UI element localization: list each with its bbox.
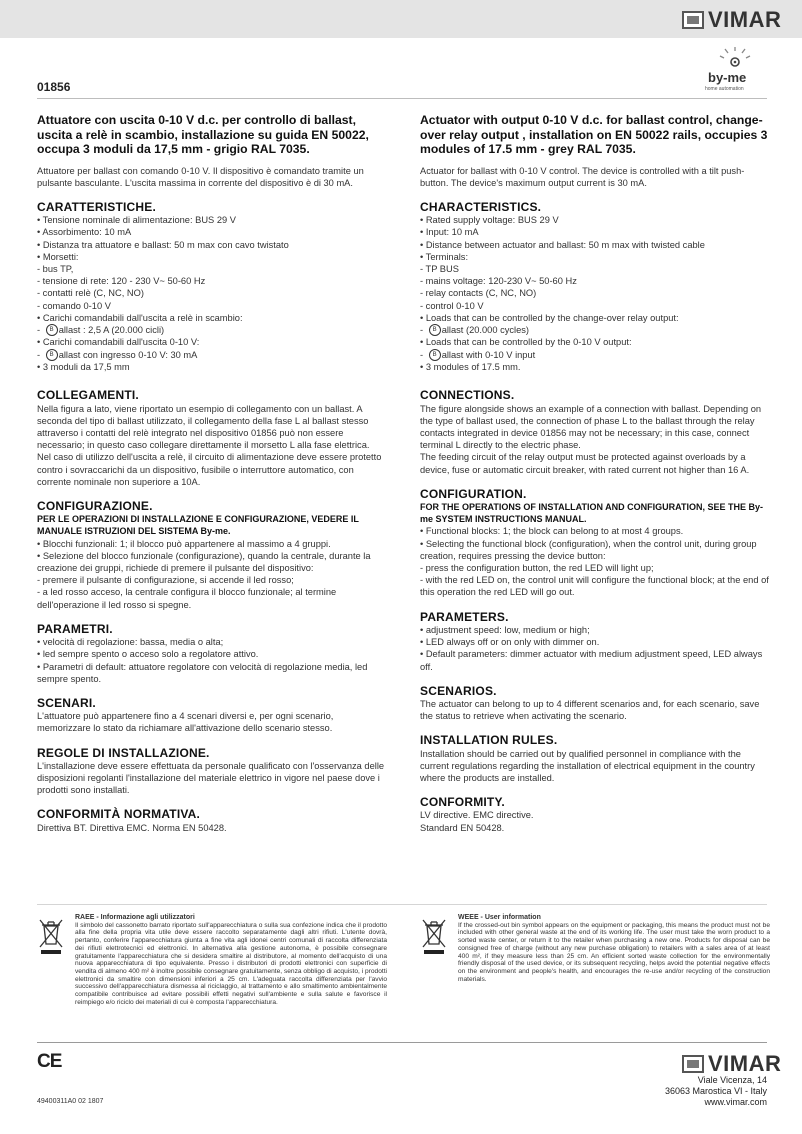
website-link[interactable]: www.vimar.com	[704, 1097, 767, 1107]
footer-divider	[37, 1042, 767, 1043]
en-intro: Actuator for ballast with 0-10 V control. The device is controlled with a tilt push-button. The device's maximum output current is 30 mA.	[420, 165, 745, 188]
list-item: • Morsetti:	[37, 251, 79, 262]
en-connections-p2: The feeding circuit of the relay output must be protected against overloads by a device, fuse or automatic circuit breaker, with rated current not higher than 16 A.	[420, 452, 750, 475]
list-item: • Tensione nominale di alimentazione: BUS 29 V	[37, 215, 236, 226]
it-conformity-heading: CONFORMITÀ NORMATIVA.	[37, 807, 201, 822]
list-item: - TP BUS	[420, 263, 459, 274]
weee-divider	[37, 904, 767, 905]
en-parameters-heading: PARAMETERS.	[420, 609, 509, 624]
byme-wordmark: by-me	[708, 70, 747, 85]
list-item: • Rated supply voltage: BUS 29 V	[420, 215, 559, 226]
it-weee-title: RAEE - Informazione agli utilizzatori	[75, 914, 195, 921]
document-code: 49400311A0 02 1807	[37, 1098, 104, 1105]
ballast-symbol-icon: B	[46, 324, 58, 336]
en-configuration-heading: CONFIGURATION.	[420, 486, 527, 501]
en-conformity-text2: Standard EN 50428.	[420, 822, 505, 833]
ballast-symbol-icon: B	[429, 349, 441, 361]
list-item: • Distanza tra attuatore e ballast: 50 m max con cavo twistato	[37, 239, 289, 250]
list-item: - B allast (20.000 cycles)	[420, 324, 530, 335]
en-scenarios-heading: SCENARIOS.	[420, 683, 497, 698]
vimar-logo-icon	[682, 1055, 704, 1073]
list-item: - relay contacts (C, NC, NO)	[420, 288, 537, 299]
list-item: - control 0-10 V	[420, 300, 484, 311]
list-item: • Loads that can be controlled by the change-over relay output:	[420, 312, 679, 323]
crossed-bin-icon	[37, 916, 65, 956]
it-parameters-heading: PARAMETRI.	[37, 621, 113, 636]
en-title: Actuator with output 0-10 V d.c. for ballast control, change-over relay output , installation on EN 50022 rails, occupies 3 modules of 17.5 mm - grey RAL 7035.	[420, 113, 768, 156]
list-item: • velocità di regolazione: bassa, media o alta;	[37, 637, 224, 648]
list-item: - a led rosso acceso, la centrale configura il blocco funzionale; al termine dell'operazione il led rosso si spegne.	[37, 587, 337, 610]
it-intro: Attuatore per ballast con comando 0-10 V. Il dispositivo è comandato tramite un pulsante basculante. L'uscita massima in corrente del dispositivo è di 30 mA.	[37, 165, 364, 188]
byme-tagline: home automation	[705, 86, 744, 92]
byme-sun-icon	[703, 46, 767, 72]
list-item: • Carichi comandabili dall'uscita 0-10 V:	[37, 337, 200, 348]
vimar-logo-text: VIMAR	[708, 1051, 782, 1076]
it-connections-heading: COLLEGAMENTI.	[37, 388, 139, 403]
list-item: • Parametri di default: attuatore regolatore con velocità di regolazione media, led sempre spento.	[37, 661, 368, 684]
it-connections-p2: Nel caso di utilizzo dell'uscita a relè, il circuito di alimentazione deve essere protetto contro i sovraccarichi da un dispositivo, fusibile o interruttore automatico, con corrente nominale non superiore a 10A.	[37, 452, 382, 487]
vimar-logo-top	[682, 7, 781, 33]
list-item: - with the red LED on, the control unit will configure the functional block; at the end of this operation the red LED will go out.	[420, 575, 769, 598]
it-title: Attuatore con uscita 0-10 V d.c. per controllo di ballast, uscita a relè in scambio, installazione su guida EN 50022, occupa 3 moduli da 17,5 mm - grigio RAL 7035.	[37, 113, 369, 156]
en-weee-text-block	[458, 914, 770, 983]
en-configuration-sub: FOR THE OPERATIONS OF INSTALLATION AND CONFIGURATION, SEE THE By-me SYSTEM INSTRUCTIONS MANUAL.	[420, 502, 763, 525]
ballast-symbol-icon: B	[429, 324, 441, 336]
list-item: • LED always off or on only with dimmer on.	[420, 637, 600, 648]
list-item: - contatti relè (C, NC, NO)	[37, 288, 144, 299]
en-connections-heading: CONNECTIONS.	[420, 388, 515, 403]
en-characteristics-heading: CHARACTERISTICS.	[420, 199, 542, 214]
it-connections-p1: Nella figura a lato, viene riportato un esempio di collegamento con un ballast. A seconda del tipo di ballast utilizzato, il collegamento della fase L al ballast stesso attraverso i contatti del relè integrato nel dispositivo 01856 può non essere necessario; in questo caso collegare direttamente il morsetto L alla fase elettrica.	[37, 403, 370, 451]
list-item: - comando 0-10 V	[37, 300, 111, 311]
en-rules-heading: INSTALLATION RULES.	[420, 733, 558, 748]
it-weee-text: Il simbolo del cassonetto barrato riportato sull'apparecchiatura o sulla sua confezione indica che il prodotto alla fine della propria vita utile deve essere raccolto separatamente dagli altri rifiuti. L'utente dovrà, pertanto, conferire l'apparecchiatura giunta a fine vita agli idonei centri comunali di raccolta differenziata dei rifiuti elettrotecnici ed elettronici. In alternativa alla gestione autonoma, è possibile consegnare gratuitamente l'apparecchiatura che si desidera smaltire al distributore, al momento dell'acquisto di una nuova apparecchiatura di tipo equivalente. Presso i distributori di prodotti elettronici con superficie di vendita di almeno 400 m² è inoltre possibile consegnare gratuitamente, senza obbligo di acquisto, i prodotti elettronici da smaltire con dimensioni inferiori a 25 cm. L'adeguata raccolta differenziata per l'avvio successivo dell'apparecchiatura dismessa al riciclaggio, al trattamento e allo smaltimento ambientalmente compatibile contribuisce ad evitare possibili effetti negativi sull'ambiente e sulla salute e favorisce il reimpiego e/o riciclo dei materiali di cui è composta l'apparecchiatura.	[75, 921, 387, 1006]
it-weee-text-block	[75, 914, 387, 1006]
english-column	[420, 113, 770, 834]
list-item: • Selecting the functional block (configuration), when the control unit, during group creation, requires pressing the device button:	[420, 538, 757, 561]
list-item: • Loads that can be controlled by the 0-10 V output:	[420, 337, 632, 348]
list-item: • Assorbimento: 10 mA	[37, 227, 132, 238]
it-characteristics-heading: CARATTERISTICHE.	[37, 199, 156, 214]
it-weee-block	[37, 914, 387, 1032]
list-item: - B allast : 2,5 A (20.000 cicli)	[37, 324, 165, 335]
list-item: • Selezione del blocco funzionale (configurazione), quando la centrale, durante la creazione dei gruppi, richiede di premere il pulsante del dispositivo:	[37, 550, 371, 574]
en-weee-text: If the crossed-out bin symbol appears on the equipment or packaging, this means the product must not be included with other general waste at the end of its working life. The user must take the worn product to a sorted waste center, or return it to the retailer when purchasing a new one. Products for disposal can be consigned free of charge (without any new purchase obligation) to retailers with a sales area of at least 400 m², if they measure less than 25 cm. An efficient sorted waste collection for the environmentally friendly disposal of the used device, or its subsequent recycling, helps avoid the potential negative effects on the environment and people's health, and encourages the re-use and/or recycling of the construction materials.	[458, 921, 770, 983]
en-weee-block	[420, 914, 770, 1004]
company-address	[600, 1075, 767, 1108]
it-rules-heading: REGOLE DI INSTALLAZIONE.	[37, 745, 210, 760]
vimar-logo-icon	[682, 11, 704, 29]
list-item: • 3 modules of 17.5 mm.	[420, 362, 521, 373]
it-rules-text: L'installazione deve essere effettuata da personale qualificato con l'osservanza delle disposizioni regolanti l'installazione del materiale elettrico in vigore nel paese dove i prodotti sono installati.	[37, 760, 385, 796]
list-item: • Blocchi funzionali: 1; il blocco può appartenere al massimo a 4 gruppi.	[37, 538, 331, 549]
list-item: - press the configuration button, the red LED will light up;	[420, 563, 654, 574]
it-configuration-heading: CONFIGURAZIONE.	[37, 499, 153, 514]
list-item: • Terminals:	[420, 251, 469, 262]
list-item: • 3 moduli da 17,5 mm	[37, 362, 130, 373]
en-rules-text: Installation should be carried out by qualified personnel in compliance with the current regulations regarding the installation of electrical equipment in the country where the products are installed.	[420, 748, 755, 783]
en-conformity-heading: CONFORMITY.	[420, 795, 505, 810]
list-item: - mains voltage: 120-230 V~ 50-60 Hz	[420, 276, 577, 287]
address-line-2: 36063 Marostica VI - Italy	[664, 1086, 767, 1096]
list-item: • Default parameters: dimmer actuator with medium adjustment speed, LED always off.	[420, 649, 763, 672]
en-weee-title: WEEE - User information	[458, 914, 541, 921]
list-item: • adjustment speed: low, medium or high;	[420, 624, 590, 635]
en-conformity-text1: LV directive. EMC directive.	[420, 810, 534, 821]
vimar-logo-bottom	[682, 1051, 781, 1077]
ballast-symbol-icon: B	[46, 349, 58, 361]
it-conformity-text: Direttiva BT. Direttiva EMC. Norma EN 50428.	[37, 822, 227, 833]
italian-column	[37, 113, 387, 834]
list-item: • led sempre spento o acceso solo a regolatore attivo.	[37, 649, 259, 660]
product-code: 01856	[37, 80, 71, 94]
list-item: • Distance between actuator and ballast: 50 m max with twisted cable	[420, 239, 705, 250]
list-item: • Input: 10 mA	[420, 227, 479, 238]
address-line-1: Viale Vicenza, 14	[697, 1075, 767, 1085]
en-scenarios-text: The actuator can belong to up to 4 different scenarios and, for each scenario, save the status to retrieve when activating the scenario.	[420, 698, 760, 722]
en-connections-p1: The figure alongside shows an example of a connection with ballast. Depending on the type of ballast used, the connection of phase L to the ballast through the relay contacts integrated in device 01856 may not be necessary; in this case, connect terminal L directly to the electric phase.	[420, 403, 762, 451]
list-item: - B allast with 0-10 V input	[420, 349, 536, 360]
vimar-logo-text: VIMAR	[708, 7, 782, 32]
byme-logo	[703, 46, 767, 96]
list-item: • Carichi comandabili dall'uscita a relè in scambio:	[37, 312, 243, 323]
list-item: - premere il pulsante di configurazione, si accende il led rosso;	[37, 575, 294, 586]
it-scenarios-heading: SCENARI.	[37, 695, 96, 710]
header-divider	[37, 98, 767, 99]
it-scenarios-text: L'attuatore può appartenere fino a 4 scenari diversi e, per ogni scenario, memorizzare lo stato da richiamare all'attivazione dello scenario stesso.	[37, 711, 334, 734]
list-item: • Functional blocks: 1; the block can belong to at most 4 groups.	[420, 526, 684, 537]
list-item: - B allast con ingresso 0-10 V: 30 mA	[37, 349, 198, 360]
it-configuration-sub: PER LE OPERAZIONI DI INSTALLAZIONE E CONFIGURAZIONE, VEDERE IL MANUALE ISTRUZIONI DEL SISTEMA By-me.	[37, 514, 359, 537]
list-item: - tensione di rete: 120 - 230 V~ 50-60 Hz	[37, 276, 206, 287]
ce-mark-icon: CE	[37, 1051, 62, 1072]
list-item: - bus TP,	[37, 263, 74, 274]
crossed-bin-icon	[420, 916, 448, 956]
